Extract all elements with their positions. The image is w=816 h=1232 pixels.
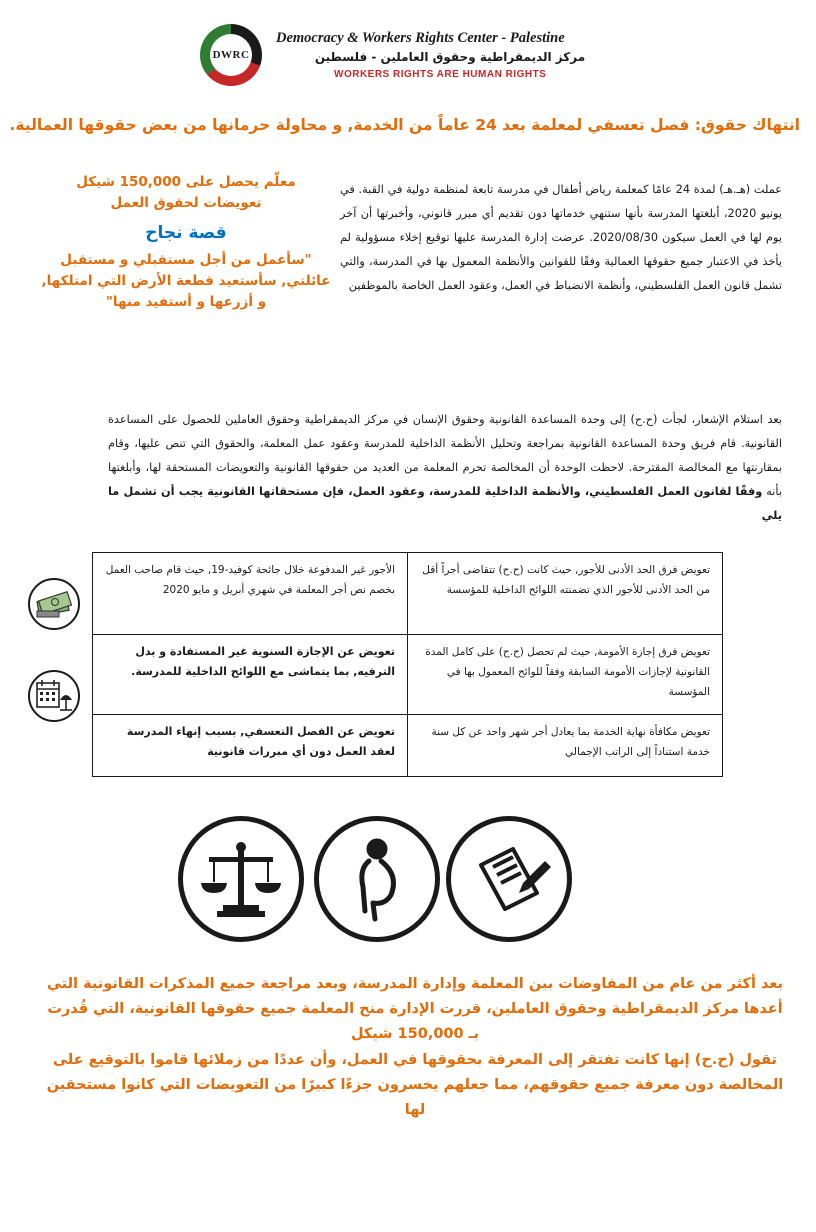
table-cell: تعويض عن الإجازة السنوية غير المستفادة و بدل الترفيه, بما يتماشى مع اللوائح الداخلية للمدرسة. bbox=[93, 635, 408, 715]
table-cell: تعويض فرق الحد الأدنى للأجور, حيث كانت (ح.ح) تتقاضى أجراً أقل من الحد الأدنى للأجور الذي تضمنته اللوائح الداخلية للمؤسسة bbox=[408, 553, 723, 635]
table-cell: تعويض مكافأة نهاية الخدمة بما يعادل أجر شهر واحد عن كل سنة خدمة استناداً إلى الراتب الإجمالي bbox=[408, 715, 723, 777]
teacher-quote: "سأعمل من أجل مستقبلي و مستقبل عائلتي, سأستعيد قطعة الأرض التي امتلكها, و أزرعها و أستفيد منها" bbox=[41, 252, 331, 310]
table-row bbox=[93, 715, 723, 777]
sidebar-subtitle: تعويضات لحقوق العمل bbox=[110, 195, 262, 211]
table-cell: الأجور غير المدفوعة خلال جائحة كوفيد-19, حيث قام صاحب العمل بخصم نص أجر المعلمة في شهري أبريل و مايو 2020 bbox=[93, 553, 408, 635]
document-sign-icon bbox=[446, 816, 572, 942]
legal-aid-text: بعد استلام الإشعار، لجأت (ح.ح) إلى وحدة المساعدة القانونية وحقوق الإنسان في مركز الديمقراطية وحقوق العاملين للحصول على المساعدة القانونية. قام فريق وحدة المساعدة القانونية بمراجعة وتحليل الأنظمة الداخلية للمدرسة وعقود عمل المعلمة، والحقوق التي تنص عليها، وقام بمقارنتها مع المخالصة المقترحة. لاحظت الوحدة أن المخالصة تحرم المعلمة من العديد من حقوقها القانونية والتعويضات المستحقة لها، وأبلغتها بأنه bbox=[108, 413, 782, 498]
legal-aid-bold-conclusion: وفقًا لقانون العمل الفلسطيني، والأنظمة الداخلية للمدرسة، وعقود العمل، فإن مستحقاتها القانونية يجب أن تشمل ما يلي bbox=[108, 485, 782, 522]
org-slogan: WORKERS RIGHTS ARE HUMAN RIGHTS bbox=[334, 69, 547, 80]
dwrc-logo-mark bbox=[200, 24, 262, 86]
success-story-title: قصة نجاح bbox=[145, 223, 227, 243]
compensation-table bbox=[92, 552, 723, 777]
org-name-english: Democracy & Workers Rights Center - Palestine bbox=[276, 30, 565, 46]
money-icon bbox=[28, 578, 80, 630]
legal-aid-paragraph bbox=[108, 408, 782, 528]
table-row bbox=[93, 635, 723, 715]
table-cell: تعويض عن الفصل التعسفي, بسبب إنهاء المدرسة لعقد العمل دون أي مبررات قانونية bbox=[93, 715, 408, 777]
logo-abbreviation: DWRC bbox=[212, 49, 250, 61]
pregnant-woman-icon bbox=[314, 816, 440, 942]
org-name-arabic: مركز الديمقراطية وحقوق العاملين - فلسطين bbox=[314, 50, 586, 64]
scales-icon bbox=[178, 816, 304, 942]
table-row bbox=[93, 553, 723, 635]
testimony-paragraph: تقول (ح.ح) إنها كانت تفتقر إلى المعرفة بحقوقها في العمل، وأن عددًا من زملائها قاموا بالتوقيع على المخالصة دون معرفة جميع حقوقهم، مما جعلهم يخسرون جزءًا كبيرًا من التعويضات التي كانوا مستحقين لها bbox=[46, 1052, 784, 1118]
header-logo bbox=[200, 24, 630, 86]
sidebar-amount-line: معلّم يحصل على 150,000 شيكل bbox=[76, 174, 296, 190]
outcome-paragraph: بعد أكثر من عام من المفاوضات بين المعلمة وإدارة المدرسة، وبعد مراجعة جميع المذكرات القانونية التي أعدها مركز الديمقراطية وحقوق العاملين، قررت الإدارة منح المعلمة جميع حقوقها القانونية، التي قُدرت بـ 150,000 شيكل bbox=[47, 976, 783, 1042]
page-headline: انتهاك حقوق: فصل تعسفي لمعلمة بعد 24 عاماً من الخدمة, و محاولة حرمانها من بعض حقوقها العمالية. bbox=[9, 116, 800, 134]
calendar-icon bbox=[28, 670, 80, 722]
story-paragraph: عملت (هـ.هـ) لمدة 24 عامًا كمعلمة رياض أطفال في مدرسة تابعة لمنظمة دولية في القبة. في يونيو 2020، أبلغتها المدرسة بأنها ستنهي خدماتها دون تقديم أي مبرر قانوني، وأخبرتها أن آخر يوم لها في العمل سيكون 2020/08/30. عرضت إدارة المدرسة عليها توقيع إخلاء مسؤولية لم يأخذ في الاعتبار جميع حقوقها العمالية وفقًا للقوانين والأنظمة المعمول بها في المدرسة، والتي تشمل قانون العمل الفلسطيني، وأنظمة الانضباط في العمل، وعقود العمل الخاصة بالموظفين bbox=[340, 183, 782, 292]
table-cell: تعويض فرق إجازة الأمومة, حيث لم تحصل (ح.ح) على كامل المدة القانونية لإجازات الأمومة السابقة وفقاً للوائح المعمول بها في المؤسسة bbox=[408, 635, 723, 715]
success-sidebar bbox=[36, 172, 336, 313]
